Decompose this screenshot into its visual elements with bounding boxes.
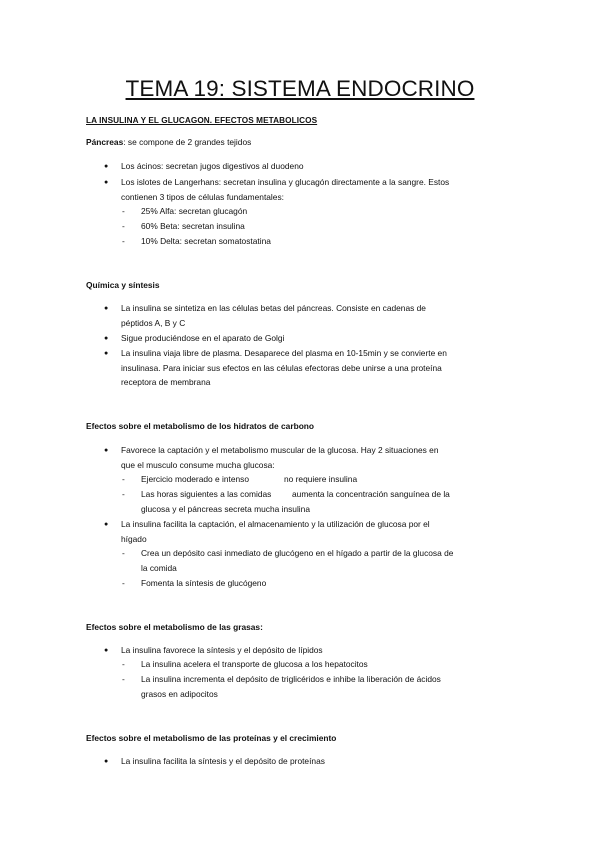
sub-item: La insulina incrementa el depósito de triglicéridos e inhibe la liberación de ácidos [141, 674, 441, 684]
list-item-continuation: contienen 3 tipos de células fundamentales: [121, 192, 284, 202]
list-item-continuation: péptidos A, B y C [121, 318, 186, 328]
dash-marker: - [122, 548, 125, 558]
bullet-icon: ● [104, 163, 109, 170]
list-item-continuation: receptora de membrana [121, 377, 211, 387]
dash-marker: - [122, 489, 125, 499]
bullet-icon: ● [104, 305, 109, 312]
sub-item: Ejercicio moderado e intenso [141, 474, 250, 484]
list-item: La insulina favorece la síntesis y el depósito de lípidos [121, 645, 323, 655]
bullet-icon: ● [104, 521, 109, 528]
sub-item: 60% Beta: secretan insulina [141, 221, 245, 231]
dash-marker: - [122, 578, 125, 588]
section-heading: Efectos sobre el metabolismo de los hidratos de carbono [86, 421, 315, 431]
sub-item-continuation: glucosa y el páncreas secreta mucha insulina [141, 504, 310, 514]
sub-item-continuation: la comida [141, 563, 177, 573]
sub-item: Las horas siguientes a las comidas [141, 489, 272, 499]
sub-item-result: no requiere insulina [284, 474, 358, 484]
dash-marker: - [122, 659, 125, 669]
list-item: La insulina facilita la captación, el almacenamiento y la utilización de glucosa por el [121, 519, 430, 529]
list-item-continuation: insulinasa. Para iniciar sus efectos en las células efectoras debe unirse a una proteína [121, 363, 442, 373]
list-item: La insulina facilita la síntesis y el depósito de proteínas [121, 756, 325, 766]
pancreas-intro-text: : se compone de 2 grandes tejidos [123, 137, 252, 147]
dash-marker: - [122, 474, 125, 484]
pancreas-intro [86, 137, 251, 148]
bullet-icon: ● [104, 179, 109, 186]
sub-item: 10% Delta: secretan somatostatina [141, 236, 271, 246]
bullet-icon: ● [104, 335, 109, 342]
bullet-icon: ● [104, 758, 109, 765]
list-item: Favorece la captación y el metabolismo muscular de la glucosa. Hay 2 situaciones en [121, 445, 439, 455]
bullet-icon: ● [104, 350, 109, 357]
list-item: Los islotes de Langerhans: secretan insulina y glucagón directamente a la sangre. Estos [121, 177, 450, 187]
section-heading: Efectos sobre el metabolismo de las grasas: [86, 622, 263, 632]
dash-marker: - [122, 221, 125, 231]
page-title: TEMA 19: SISTEMA ENDOCRINO [125, 76, 475, 101]
section-subtitle: LA INSULINA Y EL GLUCAGON. EFECTOS METABOLICOS [86, 116, 318, 125]
bullet-icon: ● [104, 447, 109, 454]
list-item: La insulina se sintetiza en las células betas del páncreas. Consiste en cadenas de [121, 303, 426, 313]
sub-item-continuation: grasos en adipocitos [141, 689, 218, 699]
list-item-continuation: que el musculo consume mucha glucosa: [121, 460, 275, 470]
section-heading: Química y síntesis [86, 280, 160, 290]
section-heading: Efectos sobre el metabolismo de las proteínas y el crecimiento [86, 733, 337, 743]
dash-marker: - [122, 236, 125, 246]
list-item-continuation: hígado [121, 534, 147, 544]
sub-item-result: aumenta la concentración sanguínea de la [292, 489, 450, 499]
sub-item: Crea un depósito casi inmediato de glucógeno en el hígado a partir de la glucosa de [141, 548, 454, 558]
sub-item: Fomenta la síntesis de glucógeno [141, 578, 267, 588]
sub-item: 25% Alfa: secretan glucagón [141, 206, 248, 216]
list-item: La insulina viaja libre de plasma. Desaparece del plasma en 10-15min y se convierte en [121, 348, 447, 358]
list-item: Los ácinos: secretan jugos digestivos al duodeno [121, 161, 304, 171]
list-item: Sigue produciéndose en el aparato de Golgi [121, 333, 285, 343]
bullet-icon: ● [104, 647, 109, 654]
sub-item: La insulina acelera el transporte de glucosa a los hepatocitos [141, 659, 368, 669]
dash-marker: - [122, 674, 125, 684]
pancreas-label: Páncreas [86, 137, 124, 147]
dash-marker: - [122, 206, 125, 216]
